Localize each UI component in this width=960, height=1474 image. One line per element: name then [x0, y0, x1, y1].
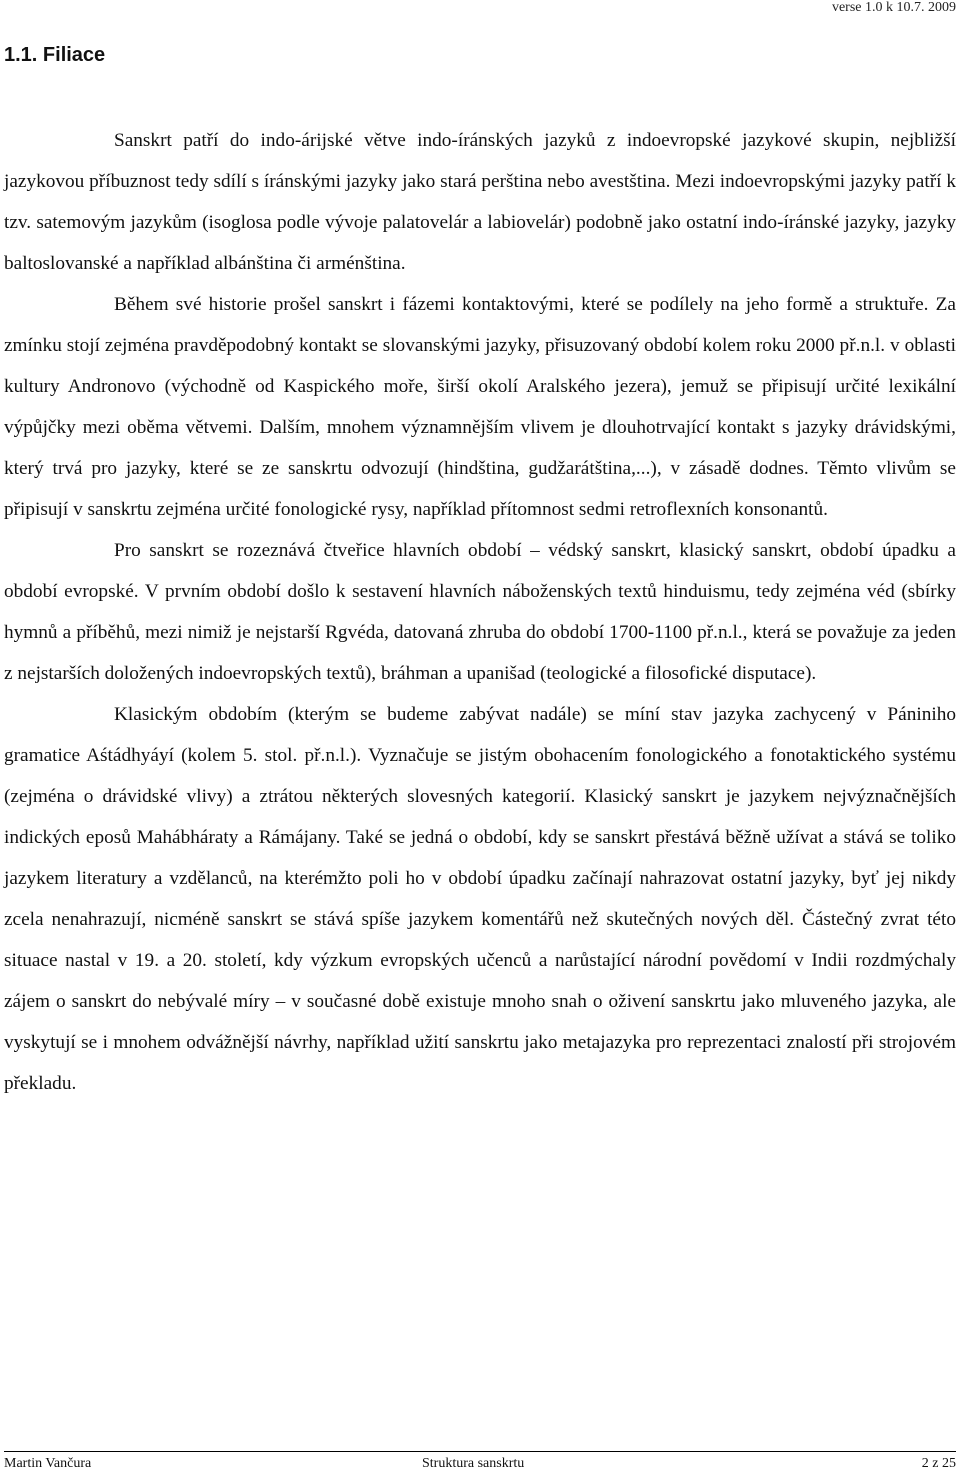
footer-author: Martin Vančura — [4, 1456, 92, 1471]
body-text — [4, 120, 956, 1104]
paragraph-filiation: Sanskrt patří do indo-árijské větve indo-íránských jazyků z indoevropské jazykové skupin, nejbližší jazykovou příbuznost tedy sdílí s íránskými jazyky jako stará perština nebo avestština. Mezi indoevropskými jazyky patří k tzv. satemovým jazykům (isoglosa podle vývoje palatovelár a labiovelár) podobně jako ostatní indo-íránské jazyky, jazyky baltoslovanské a například albánština či arménština. — [4, 130, 956, 274]
paragraph-classical: Klasickým obdobím (kterým se budeme zabývat nadále) se míní stav jazyka zachycený v Pániniho gramatice Aśtádhyáyí (kolem 5. stol. př.n.l.). Vyznačuje se jistým obohacením fonologického a fonotaktického systému (zejména o drávidské vlivy) a ztrátou některých slovesných kategorií. Klasický sanskrt je jazykem nejvýznačnějších indických eposů Mahábháraty a Rámájany. Také se jedná o období, kdy se sanskrt přestává běžně užívat a stává se toliko jazykem literatury a vzdělanců, na kterémžto poli ho v období úpadku začínají nahrazovat ostatní jazyky, byť jej nikdy zcela nenahrazují, nicméně sanskrt se stává spíše jazykem komentářů než skutečných nových děl. Částečný zvrat této situace nastal v 19. a 20. století, kdy výzkum evropských učenců a narůstající národní povědomí v Indii rozdmýchaly zájem o sanskrt do nebývalé míry – v současné době existuje mnoho snah o oživení sanskrtu jako mluveného jazyka, ale vyskytují se i mnohem odvážnější návrhy, například užití sanskrtu jako metajazyka pro reprezentaci znalostí při strojovém překladu. — [4, 704, 956, 1094]
paragraph-contacts: Během své historie prošel sanskrt i fázemi kontaktovými, které se podílely na jeho formě a struktuře. Za zmínku stojí zejména pravděpodobný kontakt se slovanskými jazyky, přisuzovaný období kolem roku 2000 př.n.l. v oblasti kultury Andronovo (východně od Kaspického moře, širší okolí Aralského jezera), jemuž se připisují určité lexikální výpůjčky mezi oběma větvemi. Dalším, mnohem významnějším vlivem je dlouhotrvající kontakt s jazyky drávidskými, který trvá pro jazyky, které se ze sanskrtu odvozují (hindština, gudžarátština,...), v zásadě dodnes. Těmto vlivům se připisují v sanskrtu zejména určité fonologické rysy, například přítomnost sedmi retroflexních konsonantů. — [4, 294, 956, 520]
paragraph-periods: Pro sanskrt se rozeznává čtveřice hlavních období – védský sanskrt, klasický sanskrt, období úpadku a období evropské. V prvním období došlo k sestavení hlavních náboženských textů hinduismu, tedy zejména véd (sbírky hymnů a příběhů, mezi nimiž je nejstarší Rgvéda, datovaná zhruba do období 1700-1100 př.n.l., která se považuje za jeden z nejstarších doložených indoevropských textů), bráhman a upanišad (teologické a filosofické disputace). — [4, 540, 956, 684]
section-heading: 1.1. Filiace — [4, 44, 106, 66]
version-label: verse 1.0 k 10.7. 2009 — [831, 0, 956, 15]
footer-title: Struktura sanskrtu — [422, 1456, 525, 1471]
footer-divider — [4, 1451, 956, 1452]
footer-page-number: 2 z 25 — [921, 1456, 956, 1471]
